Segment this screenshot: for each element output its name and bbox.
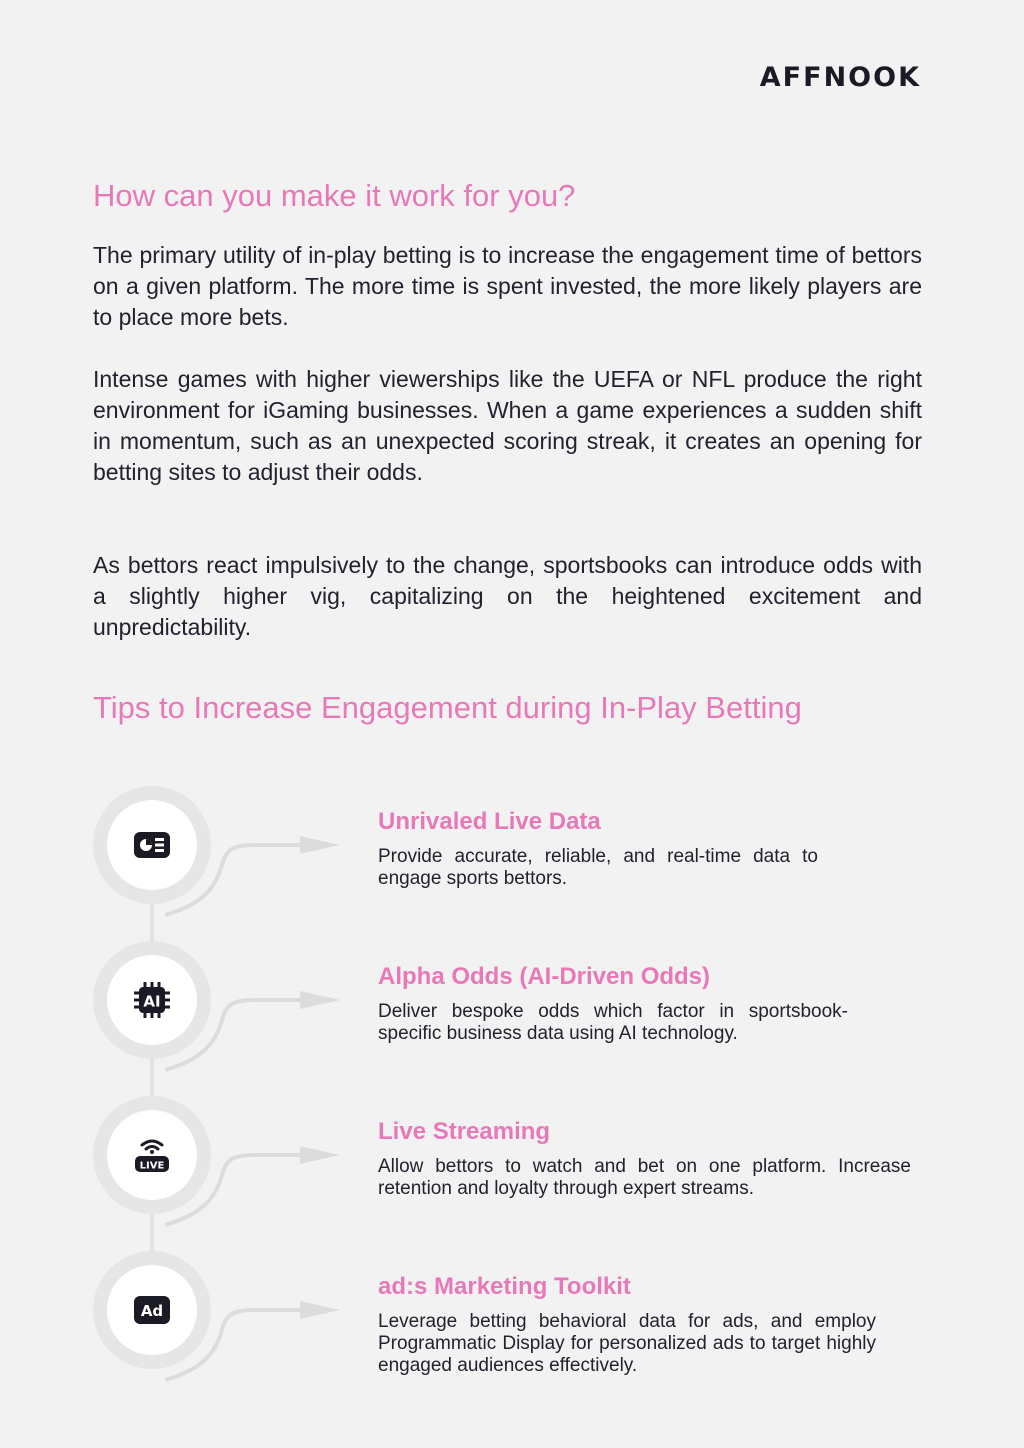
tip-item (0, 935, 1024, 1095)
section-title-tips: Tips to Increase Engagement during In-Play Betting (93, 690, 802, 725)
tip-item (0, 780, 1024, 940)
tip-item (0, 1090, 1024, 1250)
tip-title: Alpha Odds (AI-Driven Odds) (378, 963, 711, 990)
tips-timeline (0, 780, 1024, 1400)
paragraph-3: As bettors react impulsively to the change, sportsbooks can introduce odds with a slightly higher vig, capitalizing on the heightened excitement and unpredictability. (93, 552, 922, 640)
ad-label: Ad (140, 1302, 164, 1320)
tip-title: Live Streaming (378, 1118, 551, 1145)
connector-arrow (160, 1285, 350, 1385)
tip-description: Leverage betting behavioral data for ads, and employ Programmatic Display for personalized ads to target highly engaged audiences effectively. (378, 1311, 876, 1376)
tip-description: Allow bettors to watch and bet on one platform. Increase retention and loyalty through expert streams. (378, 1156, 911, 1199)
tip-description: Provide accurate, reliable, and real-time data to engage sports bettors. (378, 846, 818, 889)
connector-arrow (160, 975, 350, 1075)
connector-arrow (160, 1130, 350, 1230)
paragraph-2: Intense games with higher viewerships like the UEFA or NFL produce the right environment for iGaming businesses. When a game experiences a sudden shift in momentum, such as an unexpected scoring streak, it creates an opening for betting sites to adjust their odds. (93, 366, 922, 485)
brand-logo: AFFNOOK (759, 62, 921, 93)
tip-title: ad:s Marketing Toolkit (378, 1273, 631, 1300)
tip-title: Unrivaled Live Data (378, 808, 601, 835)
tip-item (0, 1245, 1024, 1405)
live-label: LIVE (139, 1160, 165, 1172)
connector-arrow (160, 820, 350, 920)
ai-chip-label: AI (143, 992, 161, 1011)
paragraph-1: The primary utility of in-play betting is to increase the engagement time of bettors on a given platform. The more time is spent invested, the more likely players are to place more bets. (93, 242, 922, 330)
section-title-make-it-work: How can you make it work for you? (93, 178, 576, 213)
tip-description: Deliver bespoke odds which factor in sportsbook-specific business data using AI technology. (378, 1001, 848, 1044)
